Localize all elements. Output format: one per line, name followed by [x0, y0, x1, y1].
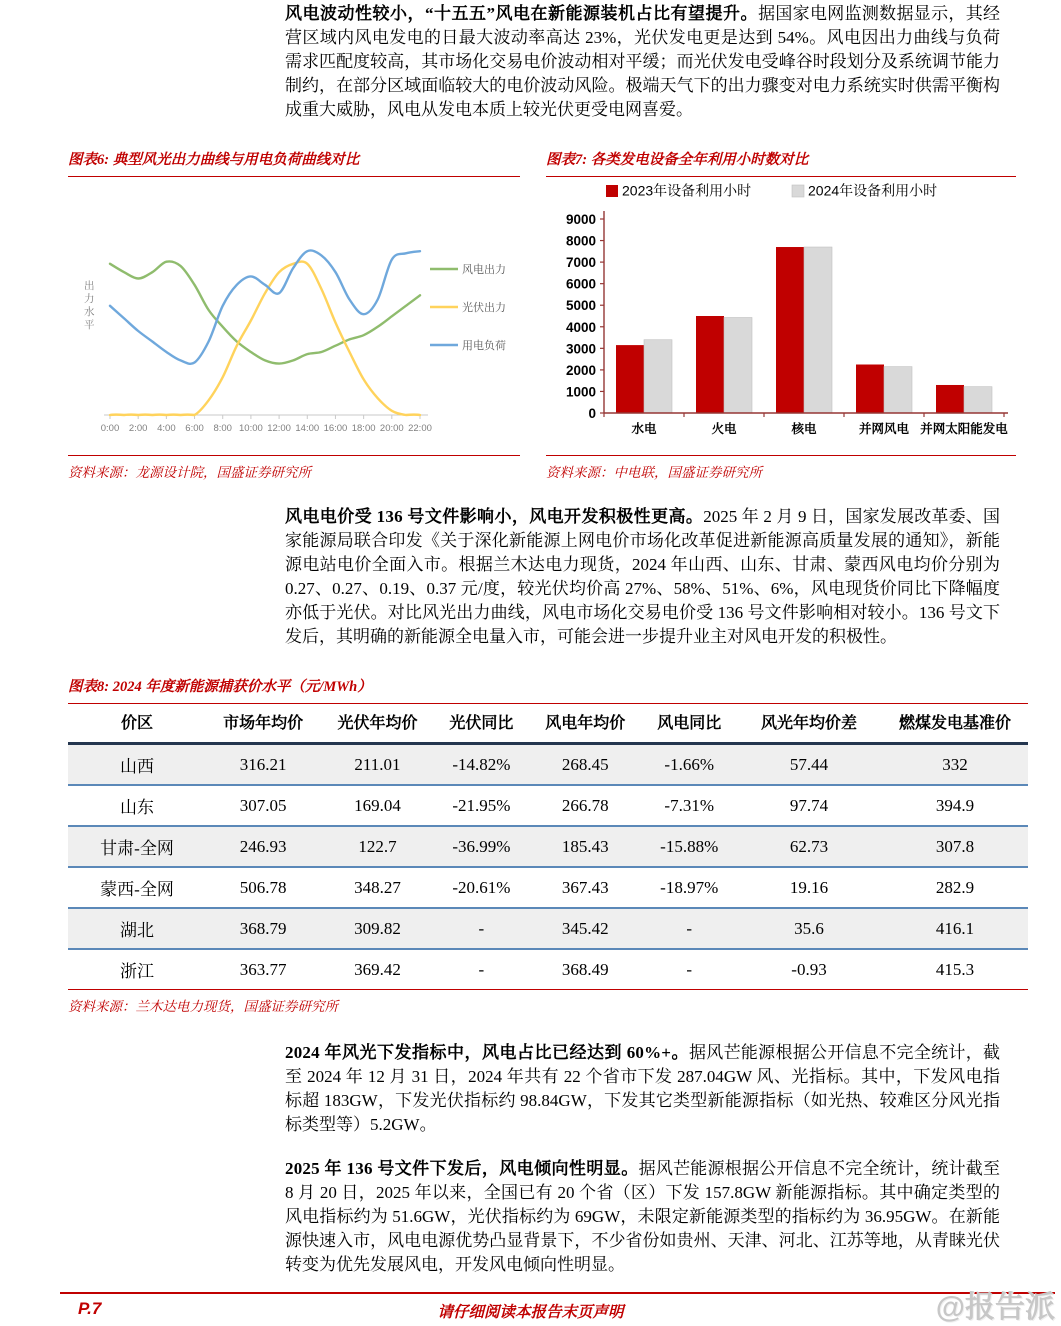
footer-disclaimer: 请仔细阅读本报告末页声明	[437, 1304, 624, 1321]
table-header-cell: 风电同比	[642, 706, 736, 744]
table-cell: 山西	[68, 744, 206, 786]
table-cell: -18.97%	[642, 867, 736, 908]
bar-2024	[884, 367, 912, 413]
legend-swatch	[792, 185, 804, 197]
x-tick-label: 20:00	[379, 423, 404, 434]
paragraph-text: 据风芒能源根据公开信息不完全统计，统计截至 8 月 20 日，2025 年以来，全国已有 20 个省（区）下发 157.8GW 新能源指标。其中确定类型的风电指标约为 51.6GW，光伏指标约为 69GW，未限定新能源类型的指标约为 36.95GW。在新能源快速入市，风电电源优势凸显背景下，不少省份如贵州、天津、河北、江苏等地，从青睐光伏转变为优先发展风电，开发风电倾向性明显。	[285, 1159, 1001, 1274]
table-cell: -21.95%	[435, 785, 529, 826]
legend-label: 2023年设备利用小时	[622, 182, 752, 199]
paragraph-wind-volatility	[285, 0, 1000, 122]
y-tick-label: 7000	[565, 255, 596, 271]
bar-2023	[616, 345, 644, 413]
x-tick-label: 18:00	[351, 423, 376, 434]
y-axis-label: 出力水平	[84, 280, 95, 331]
table-cell: 62.73	[736, 826, 882, 867]
y-tick-label: 1000	[565, 384, 596, 400]
table-cell: -15.88%	[642, 826, 736, 867]
paragraph-2025-quota	[285, 1157, 1000, 1277]
x-tick-label: 22:00	[408, 423, 432, 434]
x-tick-label: 0:00	[100, 423, 120, 434]
category-label: 水电	[631, 422, 657, 436]
table-cell: 甘肃-全网	[68, 826, 206, 867]
table-cell: 307.05	[206, 785, 320, 826]
table-cell: 282.9	[882, 867, 1028, 908]
table-cell: 246.93	[206, 826, 320, 867]
table-cell: -14.82%	[435, 744, 529, 786]
figure-6	[68, 148, 520, 481]
table-cell: 山东	[68, 785, 206, 826]
bar-2023	[776, 247, 804, 413]
table-row	[68, 744, 1028, 786]
x-tick-label: 4:00	[157, 423, 176, 434]
table-cell: -	[435, 908, 529, 949]
table-cell: -	[642, 908, 736, 949]
x-tick-label: 8:00	[213, 423, 232, 434]
table-header-cell: 光伏年均价	[320, 706, 434, 744]
y-tick-label: 4000	[565, 319, 596, 335]
table-cell: 307.8	[882, 826, 1028, 867]
table-cell: 266.78	[528, 785, 642, 826]
table-cell: 394.9	[882, 785, 1028, 826]
legend-label: 光伏出力	[462, 302, 506, 314]
bar-2024	[724, 318, 752, 413]
table-cell: 415.3	[935, 959, 975, 979]
table-cell: -36.99%	[435, 826, 529, 867]
y-tick-label: 3000	[565, 341, 596, 357]
table-header-cell: 风电年均价	[528, 706, 642, 744]
x-tick-label: 2:00	[128, 423, 148, 434]
table-cell: 湖北	[68, 908, 206, 949]
footer-page-number: P.7	[78, 1299, 102, 1318]
table-cell: 345.42	[528, 908, 642, 949]
table-cell: 332	[882, 744, 1028, 786]
footer-rule	[60, 1292, 1055, 1294]
table-cell: 316.21	[206, 744, 320, 786]
figure-6-title: 图表6: 典型风光出力曲线与用电负荷曲线对比	[68, 148, 520, 177]
table-cell: 35.6	[736, 908, 882, 949]
x-tick-label: 16:00	[323, 423, 348, 434]
bar-2024	[804, 247, 832, 413]
table-cell: 蒙西-全网	[68, 867, 206, 908]
figure-6-source: 资料来源：龙源设计院，国盛证券研究所	[68, 455, 520, 481]
y-tick-label: 6000	[565, 276, 596, 292]
table-header-cell: 风光年均价差	[736, 706, 882, 744]
figure-7-title: 图表7: 各类发电设备全年利用小时数对比	[546, 148, 1016, 177]
table-cell: 57.44	[736, 744, 882, 786]
table-cell: 363.77	[239, 959, 287, 979]
bar-2023	[856, 365, 884, 414]
paragraph-text: 2025 年 2 月 9 日，国家发展改革委、国家能源局联合印发《关于深化新能源上网电价市场化改革促进新能源高质量发展的通知》，新能源电站电价全面入市。根据兰木达电力现货，2024 年山西、山东、甘肃、蒙西风电均价分别为 0.27、0.27、0.19、0.37 元/度，较光伏均价高 27%、58%、51%、6%，风电现货价同比下降幅度亦低于光伏。对比风光出力曲线，风电市场化交易电价受 136 号文件影响相对较小。136 号文下发后，其明确的新能源全电量入市，可能会进一步提升业主对风电开发的积极性。	[285, 507, 1001, 646]
series-line	[110, 261, 420, 363]
x-tick-label: 12:00	[267, 423, 291, 434]
x-tick-label: 10:00	[239, 423, 263, 434]
table-cell: 97.74	[736, 785, 882, 826]
figure-7	[546, 148, 1016, 481]
table-cell: -1.66%	[642, 744, 736, 786]
line-chart	[68, 177, 520, 455]
table-cell: 367.43	[528, 867, 642, 908]
category-label: 核电	[791, 422, 817, 436]
category-label: 火电	[711, 422, 737, 436]
table-cell: 368.79	[206, 908, 320, 949]
table-header-cell: 市场年均价	[206, 706, 320, 744]
figure-7-source: 资料来源：中电联，国盛证券研究所	[546, 455, 1016, 481]
table-cell: -20.61%	[435, 867, 529, 908]
table-cell: 浙江	[120, 962, 154, 981]
table-cell: -	[686, 959, 693, 979]
y-tick-label: 2000	[565, 362, 596, 378]
table-cell: 185.43	[528, 826, 642, 867]
table-cell: 368.49	[561, 959, 609, 979]
paragraph-lead: 2025 年 136 号文件下发后，风电倾向性明显。	[285, 1159, 639, 1178]
table-cell: 348.27	[320, 867, 434, 908]
table-cell: -7.31%	[642, 785, 736, 826]
table-cell: 211.01	[320, 744, 434, 786]
legend-label: 风电出力	[462, 264, 506, 276]
figure-8-title: 图表8: 2024 年度新能源捕获价水平（元/MWh）	[68, 675, 1028, 704]
watermark: @报告派	[935, 1291, 1055, 1324]
table-row	[68, 867, 1028, 908]
y-tick-label: 9000	[565, 212, 596, 227]
paragraph-lead: 2024 年风光下发指标中，风电占比已经达到 60%+。	[285, 1043, 689, 1062]
x-tick-label: 6:00	[185, 423, 204, 434]
price-table	[68, 706, 1028, 989]
table-header-cell: 光伏同比	[435, 706, 529, 744]
table-row	[68, 908, 1028, 949]
bar-chart	[546, 177, 1016, 455]
table-cell: -	[478, 959, 485, 979]
bar-chart-svg	[546, 177, 1016, 455]
legend-swatch	[606, 185, 618, 197]
table-row	[68, 826, 1028, 867]
paragraph-lead: 风电电价受 136 号文件影响小，风电开发积极性更高。	[285, 507, 704, 526]
table-cell: 169.04	[320, 785, 434, 826]
table-header-cell: 燃煤发电基准价	[882, 706, 1028, 744]
figure-row	[68, 148, 1015, 481]
y-tick-label: 5000	[565, 298, 596, 314]
table-cell: 369.42	[354, 959, 401, 979]
table-header-row	[68, 706, 1028, 744]
legend-label: 2024年设备利用小时	[808, 182, 938, 199]
line-chart-svg	[68, 177, 520, 455]
table-cell: 122.7	[320, 826, 434, 867]
table-cell: 416.1	[882, 908, 1028, 949]
legend-label: 用电负荷	[462, 340, 506, 352]
bar-2024	[964, 387, 992, 413]
paragraph-2024-quota	[285, 1041, 1000, 1137]
bar-2023	[936, 385, 964, 413]
paragraph-lead: 风电波动性较小，“十五五”风电在新能源装机占比有望提升。	[285, 4, 759, 23]
table-header-cell: 价区	[68, 706, 206, 744]
bar-2023	[696, 316, 724, 413]
category-label: 并网风电	[858, 422, 910, 436]
y-tick-label: 0	[588, 406, 596, 421]
table-cell: -0.93	[791, 959, 827, 979]
bar-2024	[644, 340, 672, 413]
table-row	[68, 949, 1028, 989]
table-cell: 19.16	[736, 867, 882, 908]
figure-8-source: 资料来源：兰木达电力现货，国盛证券研究所	[68, 989, 1028, 1015]
x-tick-label: 14:00	[295, 423, 320, 434]
paragraph-text: 据国家电网监测数据显示，其经营区域内风电发电的日最大波动率高达 23%，光伏发电更是达到 54%。风电因出力曲线与负荷需求匹配度较高，其市场化交易电价波动相对平缓；而光伏发电受峰谷时段划分及系统调节能力制约，在部分区域面临较大的电价波动风险。极端天气下的出力骤变对电力系统实时供需平衡构成重大威胁，风电从发电本质上较光伏更受电网喜爱。	[285, 4, 1000, 119]
table-cell: 309.82	[320, 908, 434, 949]
table-cell: 268.45	[528, 744, 642, 786]
table-cell: 506.78	[206, 867, 320, 908]
table-row	[68, 785, 1028, 826]
y-tick-label: 8000	[565, 233, 596, 249]
figure-8	[68, 675, 1028, 1015]
paragraph-text: 据风芒能源根据公开信息不完全统计，截至 2024 年 12 月 31 日，2024 年共有 22 个省市下发 287.04GW 风、光指标。其中，下发风电指标超 183GW，下发光伏指标约 98.84GW，下发其它类型新能源指标（如光热、较难区分风光指标类型等）5.2GW。	[285, 1043, 1000, 1134]
paragraph-price-136	[285, 505, 1000, 649]
category-label: 并网太阳能发电	[920, 422, 1008, 436]
